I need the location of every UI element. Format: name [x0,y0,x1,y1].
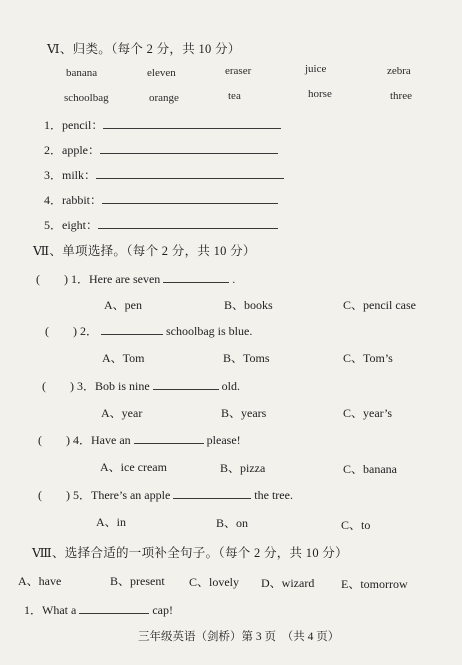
option-c: C、year’s [343,406,393,420]
category-row [44,141,278,158]
question-text-end: cap! [152,603,173,617]
word-option: C、lovely [189,575,239,589]
answer-line[interactable] [96,177,284,179]
question-text: 1．What a [24,603,77,617]
question-row [38,486,293,503]
option-c: C、Tom’s [343,351,393,365]
section6-title: Ⅵ、归类。（每个 2 分，共 10 分） [47,42,241,56]
answer-line[interactable] [98,227,278,229]
category-row [44,116,281,133]
question-row [24,601,173,618]
option-b: B、years [221,406,267,420]
option-b: B、Toms [223,351,270,365]
category-label: 3．milk： [44,168,97,182]
question-row [38,431,241,448]
option-a: A、Tom [102,351,145,365]
answer-paren[interactable]: ( ) [42,379,74,393]
question-text: 1．Here are seven [71,272,161,286]
word-item: three [390,90,412,102]
question-text: 4．Have an [73,433,131,447]
answer-blank[interactable] [79,603,149,614]
option-a: A、pen [104,298,142,312]
question-text: 2． [80,324,99,338]
word-item: horse [308,88,332,100]
question-text: 3．Bob is nine [77,379,150,393]
category-label: 5．eight： [44,218,98,232]
word-option: D、wizard [261,576,315,590]
category-row [44,216,278,233]
question-row [42,377,240,394]
word-item: eraser [225,65,252,77]
option-c: C、pencil case [343,298,416,312]
answer-paren[interactable]: ( ) [38,488,70,502]
category-row [44,191,278,208]
word-item: eleven [147,67,176,79]
option-a: A、in [96,515,127,529]
question-row [45,322,252,339]
word-item: juice [305,63,327,75]
word-item: schoolbag [64,92,109,104]
question-text-end: old. [221,379,241,393]
answer-line[interactable] [103,127,281,129]
section8-title: Ⅷ、选择合适的一项补全句子。（每个 2 分，共 10 分） [32,546,348,560]
page-footer: 三年级英语（剑桥）第 3 页 （共 4 页） [138,631,340,643]
category-label: 2．apple： [44,143,100,157]
word-option: A、have [18,574,62,588]
category-row [44,166,284,183]
option-a: A、year [101,406,143,420]
answer-blank[interactable] [173,488,251,499]
question-row [36,270,235,287]
answer-blank[interactable] [101,324,163,335]
answer-line[interactable] [100,152,278,154]
option-a: A、ice cream [100,460,167,474]
answer-blank[interactable] [134,433,204,444]
question-text: 5．There’s an apple [73,488,171,502]
question-text-end: please! [206,433,241,447]
category-label: 1．pencil： [44,118,104,132]
answer-paren[interactable]: ( ) [38,433,70,447]
option-b: B、on [216,516,249,530]
word-option: E、tomorrow [341,577,408,591]
word-item: banana [66,67,98,79]
category-label: 4．rabbit： [44,193,102,207]
answer-blank[interactable] [163,272,229,283]
question-text-end: schoolbag is blue. [166,324,253,338]
question-text-end: the tree. [254,488,293,502]
word-item: zebra [387,65,411,77]
option-b: B、pizza [220,461,266,475]
option-c: C、banana [343,462,397,476]
answer-paren[interactable]: ( ) [36,272,68,286]
answer-blank[interactable] [153,379,219,390]
word-option: B、present [110,574,165,588]
word-item: tea [228,90,241,102]
option-b: B、books [224,298,273,312]
answer-line[interactable] [102,202,278,204]
section7-title: Ⅶ、单项选择。（每个 2 分，共 10 分） [33,244,256,258]
option-c: C、to [341,518,371,532]
question-text-end: . [232,272,236,286]
answer-paren[interactable]: ( ) [45,324,77,338]
word-item: orange [149,92,179,104]
